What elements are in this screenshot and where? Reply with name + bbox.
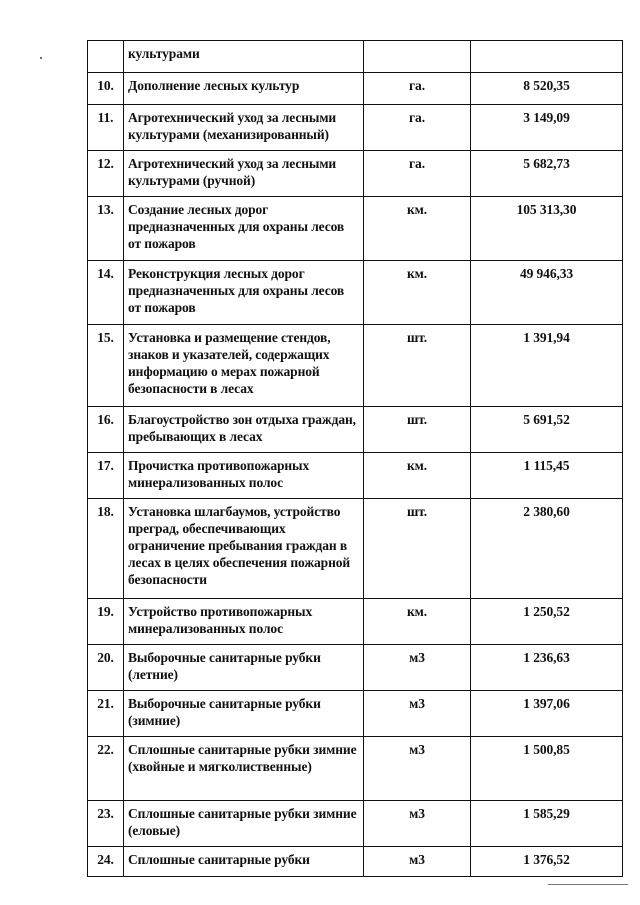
row-name: Установка шлагбаумов, устройство преград, обеспечивающих ограничение пребывания граждан в лесах в целях обеспечения пожарной безопасности bbox=[124, 499, 364, 599]
activities-table bbox=[87, 40, 623, 877]
table-row bbox=[88, 847, 623, 877]
row-value: 2 380,60 bbox=[471, 499, 623, 599]
row-name: Агротехнический уход за лесными культурами (ручной) bbox=[124, 151, 364, 197]
table-row bbox=[88, 407, 623, 453]
table-row bbox=[88, 197, 623, 261]
row-unit: га. bbox=[364, 73, 471, 105]
row-unit bbox=[364, 41, 471, 73]
row-number: 14. bbox=[88, 261, 124, 325]
row-number: 23. bbox=[88, 801, 124, 847]
row-name: Прочистка противопожарных минерализованных полос bbox=[124, 453, 364, 499]
row-value: 1 391,94 bbox=[471, 325, 623, 407]
row-name: Выборочные санитарные рубки (зимние) bbox=[124, 691, 364, 737]
row-value: 5 682,73 bbox=[471, 151, 623, 197]
table-row bbox=[88, 453, 623, 499]
row-name: Сплошные санитарные рубки bbox=[124, 847, 364, 877]
row-unit: м3 bbox=[364, 645, 471, 691]
row-unit: шт. bbox=[364, 325, 471, 407]
row-value: 1 585,29 bbox=[471, 801, 623, 847]
row-name: Создание лесных дорог предназначенных для охраны лесов от пожаров bbox=[124, 197, 364, 261]
row-number: 19. bbox=[88, 599, 124, 645]
table-row bbox=[88, 73, 623, 105]
table-row bbox=[88, 261, 623, 325]
row-number: 16. bbox=[88, 407, 124, 453]
row-number: 24. bbox=[88, 847, 124, 877]
row-unit: км. bbox=[364, 599, 471, 645]
row-unit: га. bbox=[364, 105, 471, 151]
table-row bbox=[88, 151, 623, 197]
table-row bbox=[88, 325, 623, 407]
row-number: 18. bbox=[88, 499, 124, 599]
row-number: 15. bbox=[88, 325, 124, 407]
row-value: 1 250,52 bbox=[471, 599, 623, 645]
row-name: Сплошные санитарные рубки зимние (хвойные и мягколиственные) bbox=[124, 737, 364, 801]
table-row bbox=[88, 41, 623, 73]
row-number: 17. bbox=[88, 453, 124, 499]
row-name: Дополнение лесных культур bbox=[124, 73, 364, 105]
row-name: культурами bbox=[124, 41, 364, 73]
row-value: 3 149,09 bbox=[471, 105, 623, 151]
row-unit: шт. bbox=[364, 407, 471, 453]
row-number: 13. bbox=[88, 197, 124, 261]
row-number: 21. bbox=[88, 691, 124, 737]
row-unit: км. bbox=[364, 197, 471, 261]
row-unit: км. bbox=[364, 261, 471, 325]
row-value: 1 376,52 bbox=[471, 847, 623, 877]
row-name: Установка и размещение стендов, знаков и указателей, содержащих информацию о мерах пожарной безопасности в лесах bbox=[124, 325, 364, 407]
footer-rule bbox=[548, 884, 628, 885]
table-row bbox=[88, 599, 623, 645]
row-unit: км. bbox=[364, 453, 471, 499]
row-value bbox=[471, 41, 623, 73]
row-value: 1 236,63 bbox=[471, 645, 623, 691]
row-value: 8 520,35 bbox=[471, 73, 623, 105]
scan-speck bbox=[40, 57, 42, 59]
table-row bbox=[88, 105, 623, 151]
row-number: 20. bbox=[88, 645, 124, 691]
row-number: 11. bbox=[88, 105, 124, 151]
row-number bbox=[88, 41, 124, 73]
row-value: 5 691,52 bbox=[471, 407, 623, 453]
table-row bbox=[88, 499, 623, 599]
row-name: Благоустройство зон отдыха граждан, пребывающих в лесах bbox=[124, 407, 364, 453]
table-row bbox=[88, 801, 623, 847]
row-unit: шт. bbox=[364, 499, 471, 599]
table-row bbox=[88, 737, 623, 801]
row-number: 12. bbox=[88, 151, 124, 197]
row-value: 1 397,06 bbox=[471, 691, 623, 737]
row-value: 49 946,33 bbox=[471, 261, 623, 325]
row-name: Устройство противопожарных минерализованных полос bbox=[124, 599, 364, 645]
row-name: Агротехнический уход за лесными культурами (механизированный) bbox=[124, 105, 364, 151]
row-value: 1 500,85 bbox=[471, 737, 623, 801]
table-row bbox=[88, 691, 623, 737]
row-value: 105 313,30 bbox=[471, 197, 623, 261]
row-name: Реконструкция лесных дорог предназначенных для охраны лесов от пожаров bbox=[124, 261, 364, 325]
row-value: 1 115,45 bbox=[471, 453, 623, 499]
row-name: Сплошные санитарные рубки зимние (еловые) bbox=[124, 801, 364, 847]
row-unit: м3 bbox=[364, 691, 471, 737]
table-row bbox=[88, 645, 623, 691]
row-number: 10. bbox=[88, 73, 124, 105]
row-number: 22. bbox=[88, 737, 124, 801]
row-unit: м3 bbox=[364, 801, 471, 847]
row-unit: м3 bbox=[364, 847, 471, 877]
row-unit: га. bbox=[364, 151, 471, 197]
row-unit: м3 bbox=[364, 737, 471, 801]
row-name: Выборочные санитарные рубки (летние) bbox=[124, 645, 364, 691]
